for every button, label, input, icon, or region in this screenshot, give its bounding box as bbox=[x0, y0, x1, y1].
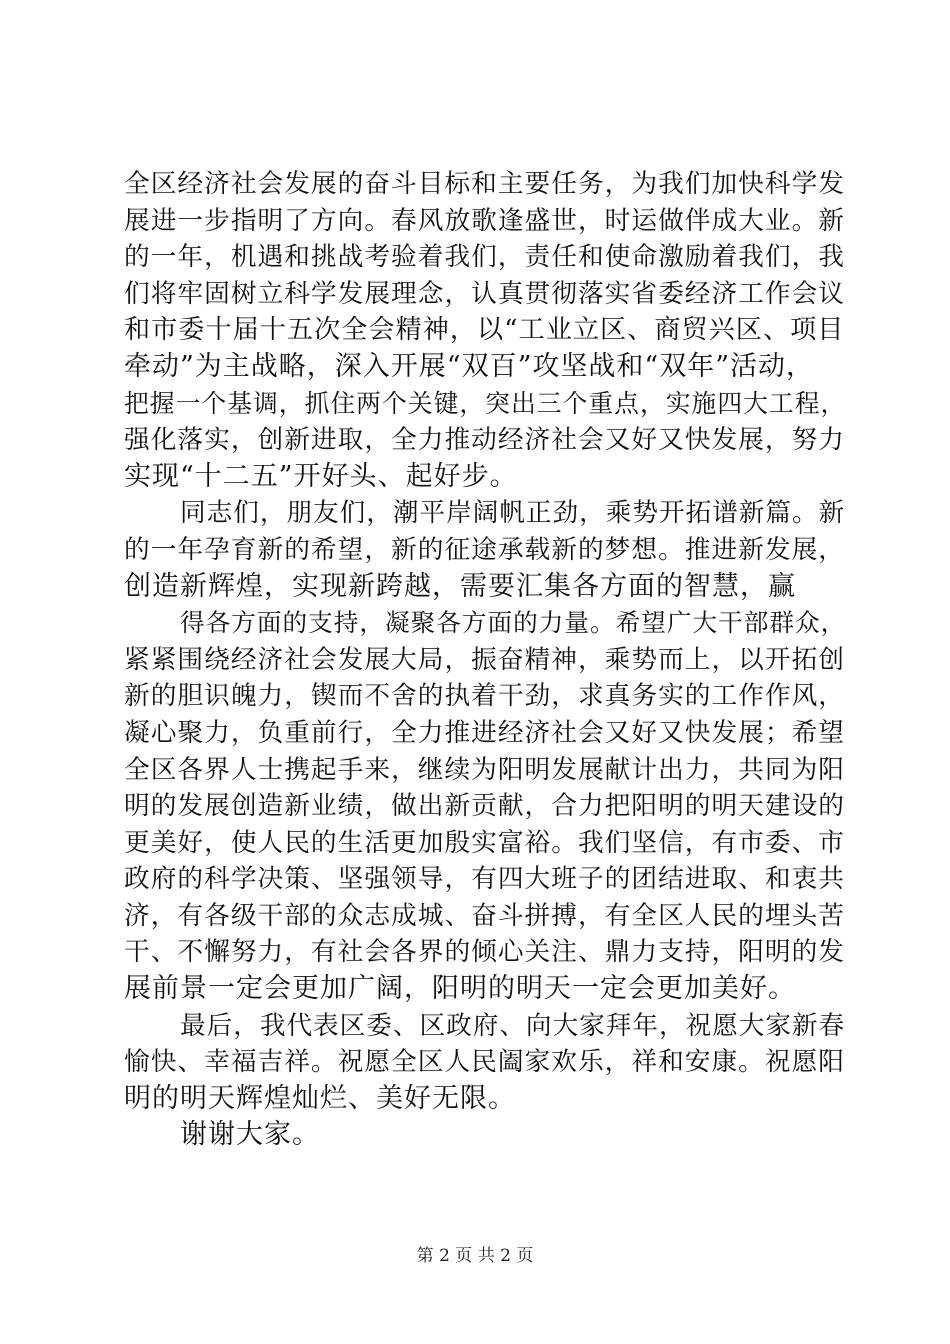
text-line: 全区经济社会发展的奋斗目标和主要任务，为我们加快科学发 bbox=[124, 169, 845, 199]
text-line: 展前景一定会更加广阔，阳明的明天一定会更加美好。 bbox=[124, 973, 796, 1005]
text-line: 全区各界人士携起手来，继续为阳明发展献计出力，共同为阳 bbox=[124, 754, 845, 785]
text-line: 政府的科学决策、坚强领导，有四大班子的团结进取、和衷共 bbox=[124, 864, 845, 895]
text-line: 紧紧围绕经济社会发展大局，振奋精神，乘势而上，以开拓创 bbox=[124, 644, 845, 675]
text-line: 济，有各级干部的众志成城、奋斗拼搏，有全区人民的埋头苦 bbox=[124, 900, 845, 931]
text-line: 的一年孕育新的希望，新的征途承载新的梦想。推进新发展， bbox=[124, 534, 845, 565]
text-line: 强化落实，创新进取，全力推动经济社会又好又快发展，努力 bbox=[124, 425, 845, 456]
text-line: 明的发展创造新业绩，做出新贡献，合力把阳明的明天建设的 bbox=[124, 791, 845, 822]
text-line: 愉快、幸福吉祥。祝愿全区人民阖家欢乐，祥和安康。祝愿阳 bbox=[124, 1047, 845, 1078]
text-line: 干、不懈努力，有社会各界的倾心关注、鼎力支持，阳明的发 bbox=[124, 937, 845, 968]
text-line: 凝心聚力，负重前行，全力推进经济社会又好又快发展；希望 bbox=[124, 717, 845, 748]
text-line: 同志们，朋友们，潮平岸阔帆正劲，乘势开拓谱新篇。新 bbox=[180, 498, 846, 529]
text-line: 和市委十届十五次全会精神，以“工业立区、商贸兴区、项目 bbox=[124, 315, 845, 346]
text-line: 牵动”为主战略，深入开展“双百”攻坚战和“双年”活动， bbox=[124, 350, 815, 382]
text-line: 们将牢固树立科学发展理念，认真贯彻落实省委经济工作会议 bbox=[124, 278, 845, 309]
text-line: 明的明天辉煌灿烂、美好无限。 bbox=[124, 1082, 516, 1114]
text-line: 得各方面的支持，凝聚各方面的力量。希望广大干部群众， bbox=[180, 608, 847, 638]
text-line: 创造新辉煌，实现新跨越，需要汇集各方面的智慧，赢 bbox=[124, 570, 796, 602]
text-line: 谢谢大家。 bbox=[180, 1119, 320, 1151]
document-body bbox=[124, 166, 847, 1154]
text-line: 展进一步指明了方向。春风放歌逢盛世，时运做伴成大业。新 bbox=[124, 205, 845, 236]
text-line: 更美好，使人民的生活更加殷实富裕。我们坚信，有市委、市 bbox=[124, 827, 845, 858]
page-footer: 第 2 页 共 2 页 bbox=[416, 1246, 534, 1266]
text-line: 的一年，机遇和挑战考验着我们，责任和使命激励着我们，我 bbox=[124, 242, 845, 273]
text-line: 最后，我代表区委、区政府、向大家拜年，祝愿大家新春 bbox=[180, 1010, 846, 1041]
text-line: 实现“十二五”开好头、起好步。 bbox=[124, 460, 518, 492]
text-line: 把握一个基调，抓住两个关键，突出三个重点，实施四大工程， bbox=[124, 388, 847, 418]
text-line: 新的胆识魄力，锲而不舍的执着干劲，求真务实的工作作风， bbox=[124, 681, 845, 712]
